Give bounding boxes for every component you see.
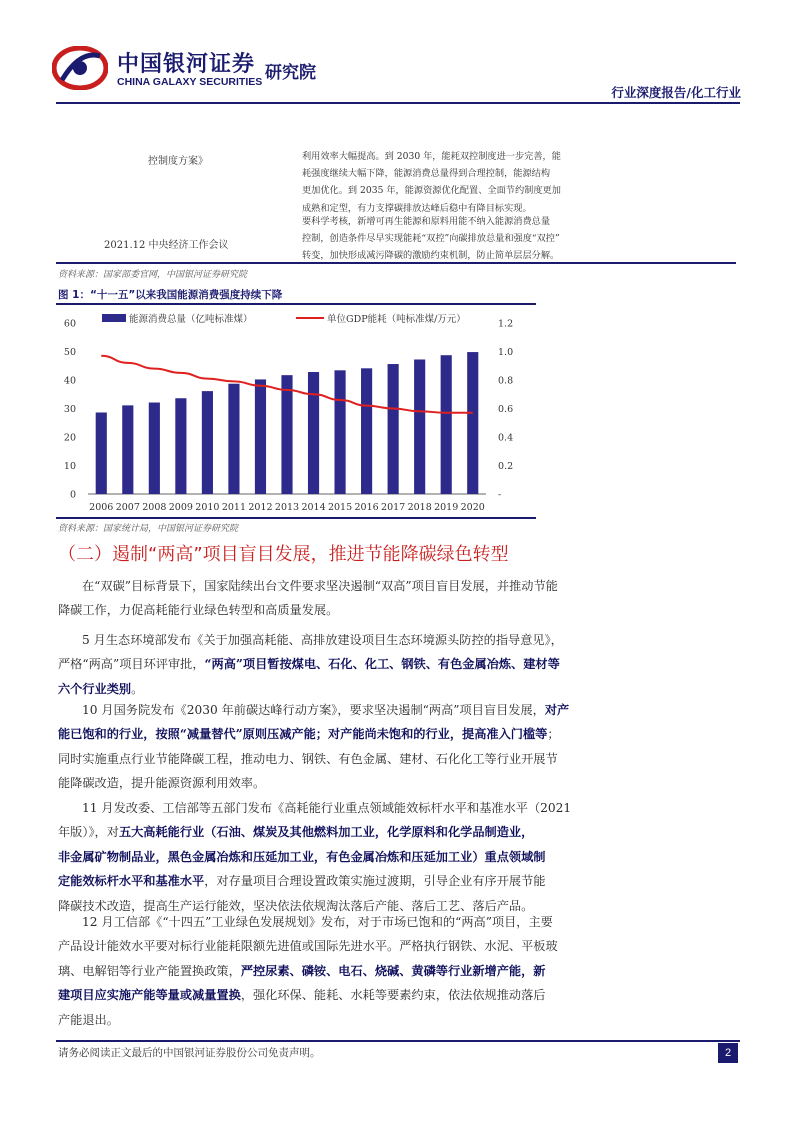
bar-energy-2013 xyxy=(281,375,292,494)
x-tick-label: 2010 xyxy=(195,502,220,513)
legend-line-label: 单位GDP能耗（吨标准煤/万元） xyxy=(327,314,466,325)
x-tick-label: 2015 xyxy=(327,502,353,513)
bar-energy-2009 xyxy=(175,398,186,494)
paragraph-4: 11 月发改委、工信部等五部门发布《高耗能行业重点领域能效标杆水平和基准水平（2021 年版）》，对五大高耗能行业（石油、煤炭及其他燃料加工业，化学原料和化学品制造业， 非金属矿物制品业，黑色金属冶炼和压延加工业，有色金属冶炼和压延加工业）重点领域制 定能效标杆水平和基准水平，对存量项目合理设置政策实施过渡期，引导企业有序开展节能 降碳技术改造，提高生产运行能效，坚决依法依规淘汰落后产能、落后工艺、落后产品。 xyxy=(58,801,572,913)
report-type: 行业深度报告/化工行业 xyxy=(611,85,741,100)
company-name-cn: 中国银河证券 xyxy=(117,52,256,77)
y-left-tick-label: 20 xyxy=(63,432,76,444)
galaxy-logo-icon xyxy=(52,46,108,90)
company-name-en: CHINA GALAXY SECURITIES xyxy=(117,76,263,88)
x-tick-label: 2020 xyxy=(460,502,485,513)
table-row-2-label: 2021.12 中央经济工作会议 xyxy=(104,240,229,251)
legend-bar-swatch xyxy=(102,314,126,322)
x-tick-label: 2016 xyxy=(354,502,379,513)
x-tick-label: 2011 xyxy=(221,502,247,513)
header-divider xyxy=(56,102,740,104)
x-tick-label: 2018 xyxy=(407,502,432,513)
x-tick-label: 2019 xyxy=(434,502,459,513)
y-left-tick-label: 30 xyxy=(63,404,76,415)
paragraph-3: 10 月国务院发布《2030 年前碳达峰行动方案》，要求坚决遏制“两高”项目盲目发展，对产 能已饱和的行业，按照“减量替代”原则压减产能；对产能尚未饱和的行业，提高准入门槛等； 同时实施重点行业节能降碳工程，推动电力、钢铁、有色金属、建材、石化化工等行业开展节 能降碳改造，提升能源资源利用效率。 xyxy=(58,703,570,791)
bar-energy-2008 xyxy=(149,403,160,494)
y-right-tick-label: - xyxy=(498,489,502,501)
y-left-tick-label: 0 xyxy=(69,489,76,501)
y-right-tick-label: 0.8 xyxy=(498,375,514,387)
y-right-tick-label: 0.6 xyxy=(498,404,514,415)
figure-bottom-rule xyxy=(56,517,536,519)
x-tick-label: 2009 xyxy=(168,502,193,513)
figure-title: 图 1：“十一五”以来我国能源消费强度持续下降 xyxy=(58,289,283,301)
legend-bar-label: 能源消费总量（亿吨标准煤） xyxy=(129,314,253,325)
section-heading: （二）遏制“两高”项目盲目发展，推进节能降碳绿色转型 xyxy=(58,544,509,565)
paragraph-2: 5 月生态环境部发布《关于加强高耗能、高排放建设项目生态环境源头防控的指导意见》， 严格“两高”项目环评审批，“两高”项目暂按煤电、石化、化工、钢铁、有色金属冶炼、建材等 六个行业类别。 xyxy=(58,633,563,696)
bar-energy-2018 xyxy=(414,359,425,494)
table-source: 资料来源：国家部委官网，中国银河证券研究院 xyxy=(58,270,248,280)
footer-disclaimer: 请务必阅读正文最后的中国银河证券股份公司免责声明。 xyxy=(58,1047,321,1059)
x-tick-label: 2013 xyxy=(274,502,300,513)
bar-energy-2020 xyxy=(467,352,478,494)
x-tick-label: 2014 xyxy=(301,502,326,513)
bar-energy-2014 xyxy=(308,372,319,494)
chart-source: 资料来源：国家统计局，中国银河证券研究院 xyxy=(58,524,239,534)
table-row-1-label: 控制度方案》 xyxy=(148,156,208,167)
page-number: 2 xyxy=(718,1043,738,1063)
y-left-tick-label: 40 xyxy=(63,375,76,387)
paragraph-1: 在“双碳”目标背景下，国家陆续出台文件要求坚决遏制“双高”项目盲目发展，并推动节能 降碳工作，力促高耗能行业绿色转型和高质量发展。 xyxy=(58,579,558,618)
bar-energy-2007 xyxy=(122,405,133,494)
x-tick-label: 2017 xyxy=(381,502,406,513)
figure-top-rule xyxy=(56,303,536,305)
x-tick-label: 2012 xyxy=(248,502,273,513)
y-right-tick-label: 1.2 xyxy=(498,318,514,330)
table-row-1-content: 利用效率大幅提高。到 2030 年，能耗双控制度进一步完善，能 耗强度继续大幅下降，能源消费总量得到合理控制，能源结构 更加优化。到 2035 年，能源资源优化配置、全面节约制度更加 成熟和定型，有力支撑碳排放达峰后稳中有降目标实现。 xyxy=(302,151,561,214)
bar-energy-2011 xyxy=(228,384,239,494)
paragraph-5: 12 月工信部《“十四五”工业绿色发展规划》发布，对于市场已饱和的“两高”项目，主要 产品设计能效水平要对标行业能耗限额先进值或国际先进水平。严格执行钢铁、水泥、平板玻 璃、电解铝等行业产能置换政策，严控尿素、磷铵、电石、烧碱、黄磷等行业新增产能，新 建项目应实施产能等量或减量置换，强化环保、能耗、水耗等要素约束，依法依规推动落后 产能退出。 xyxy=(58,915,558,1027)
x-tick-label: 2007 xyxy=(115,502,140,513)
bar-energy-2015 xyxy=(334,370,345,494)
bar-energy-2006 xyxy=(96,412,107,494)
x-tick-label: 2006 xyxy=(89,502,114,513)
y-right-tick-label: 1.0 xyxy=(498,347,514,358)
bar-energy-2010 xyxy=(202,391,213,494)
bar-energy-2016 xyxy=(361,368,372,494)
bar-energy-2012 xyxy=(255,379,266,494)
y-left-tick-label: 60 xyxy=(63,318,76,330)
footer-divider xyxy=(56,1040,740,1042)
energy-chart xyxy=(56,306,536,514)
table-row-2-content: 要科学考核，新增可再生能源和原料用能不纳入能源消费总量 控制，创造条件尽早实现能耗“双控”向碳排放总量和强度“双控” 转变，加快形成减污降碳的激励约束机制，防止简单层层分解。 xyxy=(302,216,560,262)
y-left-tick-label: 10 xyxy=(63,461,76,472)
bar-energy-2019 xyxy=(441,355,452,494)
x-tick-label: 2008 xyxy=(142,502,167,513)
y-right-tick-label: 0.2 xyxy=(498,461,514,472)
institute-label: 研究院 xyxy=(265,63,316,83)
y-right-tick-label: 0.4 xyxy=(498,432,514,444)
table-bottom-rule xyxy=(56,262,736,264)
bar-energy-2017 xyxy=(388,364,399,494)
y-left-tick-label: 50 xyxy=(63,347,76,358)
